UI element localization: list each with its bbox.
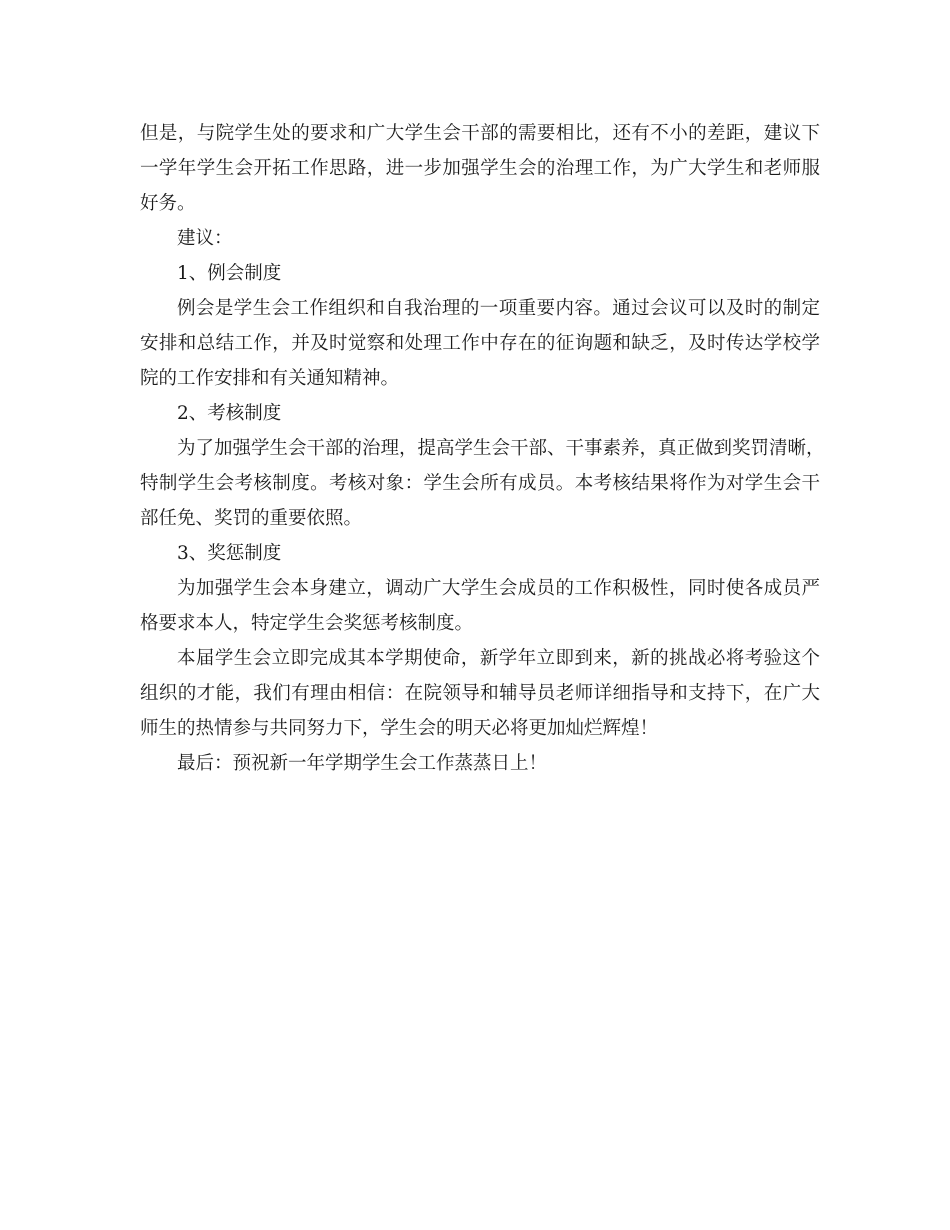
paragraph-item-2-heading (140, 396, 820, 431)
text-line: 好务。 (140, 193, 196, 214)
closing-line: 最后：预祝新一年学期学生会工作蒸蒸日上！ (177, 753, 548, 774)
text-line: 组织的才能，我们有理由相信：在院领导和辅导员老师详细指导和支持下，在广大 (140, 683, 820, 704)
text-line: 但是，与院学生处的要求和广大学生会干部的需要相比，还有不小的差距，建议下 (140, 123, 820, 144)
paragraph-intro-continuation (140, 116, 820, 221)
text-line: 安排和总结工作，并及时觉察和处理工作中存在的征询题和缺乏，及时传达学校学 (140, 333, 820, 354)
list-item-heading: 3、奖惩制度 (177, 543, 282, 564)
text-line: 本届学生会立即完成其本学期使命，新学年立即到来，新的挑战必将考验这个 (177, 648, 820, 669)
paragraph-item-1-body (140, 291, 820, 396)
text-line: 例会是学生会工作组织和自我治理的一项重要内容。通过会议可以及时的制定 (177, 298, 820, 319)
paragraph-closing (140, 746, 820, 781)
document-body (140, 116, 825, 781)
list-item-heading: 1、例会制度 (177, 263, 282, 284)
paragraph-outlook (140, 641, 820, 746)
text-line: 师生的热情参与共同努力下，学生会的明天必将更加灿烂辉煌！ (140, 718, 659, 739)
text-line: 为加强学生会本身建立，调动广大学生会成员的工作积极性，同时使各成员严 (177, 578, 820, 599)
section-heading: 建议： (177, 228, 233, 249)
paragraph-item-1-heading (140, 256, 820, 291)
paragraph-item-3-heading (140, 536, 820, 571)
paragraph-item-3-body (140, 571, 820, 641)
text-line: 部任免、奖罚的重要依照。 (140, 508, 363, 529)
paragraph-suggestion-heading (140, 221, 820, 256)
text-line: 为了加强学生会干部的治理，提高学生会干部、干事素养，真正做到奖罚清晰， (177, 438, 825, 459)
paragraph-item-2-body (140, 431, 825, 536)
text-line: 格要求本人，特定学生会奖惩考核制度。 (140, 613, 474, 634)
text-line: 特制学生会考核制度。考核对象：学生会所有成员。本考核结果将作为对学生会干 (140, 473, 820, 494)
list-item-heading: 2、考核制度 (177, 403, 282, 424)
text-line: 院的工作安排和有关通知精神。 (140, 368, 400, 389)
text-line: 一学年学生会开拓工作思路，进一步加强学生会的治理工作，为广大学生和老师服 (140, 158, 820, 179)
